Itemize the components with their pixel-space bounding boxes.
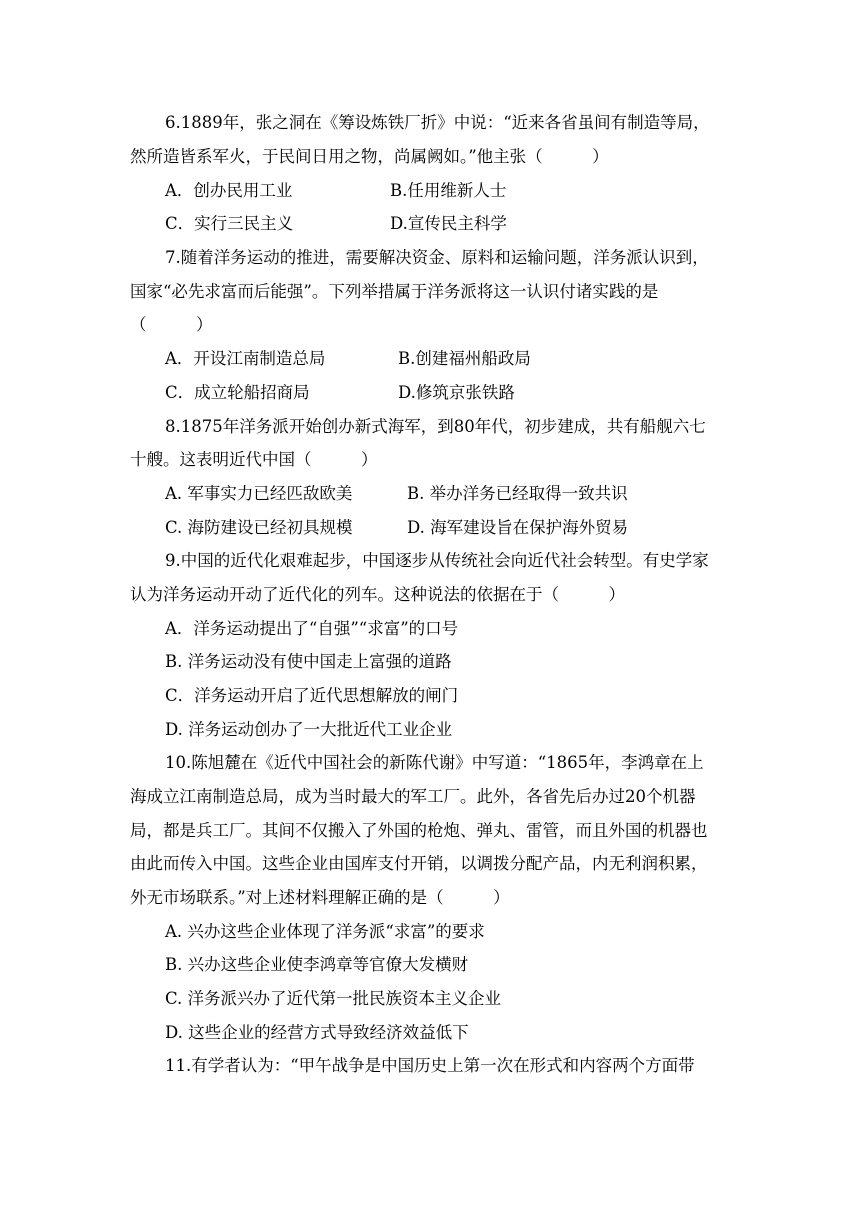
q8-option-c: C. 海防建设已经初具规模 (165, 518, 353, 537)
q9-stem-line-1: 9.中国的近代化艰难起步，中国逐步从传统社会向近代社会转型。有史学家 (165, 551, 709, 570)
q10-stem-line-2: 海成立江南制造总局，成为当时最大的军工厂。此外，各省先后办过20个机器 (130, 787, 696, 806)
q7-stem-line-3: （ ） (130, 315, 213, 334)
q6-option-d: D.宣传民主科学 (390, 214, 507, 233)
q8-option-b: B. 举办洋务已经取得一致共识 (407, 484, 628, 503)
q6-stem-line-2: 然所造皆系军火，于民间日用之物，尚属阙如。”他主张（ ） (130, 147, 609, 166)
q10-stem-line-1: 10.陈旭麓在《近代中国社会的新陈代谢》中写道：“1865年，李鸿章在上 (165, 753, 704, 772)
q9-option-c: C．洋务运动开启了近代思想解放的闸门 (165, 686, 459, 705)
q6-stem-line-1: 6.1889年，张之洞在《筹设炼铁厂折》中说：“近来各省虽间有制造等局， (165, 113, 710, 132)
q8-stem-line-1: 8.1875年洋务派开始创办新式海军，到80年代，初步建成，共有船舰六七 (165, 417, 706, 436)
q10-option-c: C. 洋务派兴办了近代第一批民族资本主义企业 (165, 989, 502, 1008)
q8-option-d: D. 海军建设旨在保护海外贸易 (407, 518, 629, 537)
q10-stem-line-4: 由此而传入中国。这些企业由国库支付开销，以调拨分配产品，内无利润积累， (130, 854, 708, 873)
q6-option-a: A．创办民用工业 (165, 181, 293, 200)
q8-option-a: A. 军事实力已经匹敌欧美 (165, 484, 353, 503)
q9-option-b: B. 洋务运动没有使中国走上富强的道路 (165, 652, 452, 671)
q7-option-b: B.创建福州船政局 (398, 349, 531, 368)
q9-option-d: D. 洋务运动创办了一大批近代工业企业 (165, 720, 453, 739)
q10-option-a: A. 兴办这些企业体现了洋务派“求富”的要求 (165, 922, 485, 941)
q9-stem-line-2: 认为洋务运动开动了近代化的列车。这种说法的依据在于（ ） (130, 585, 625, 604)
q7-stem-line-2: 国家“必先求富而后能强”。下列举措属于洋务派将这一认识付诸实践的是 (130, 282, 659, 301)
q7-option-c: C．成立轮船招商局 (165, 383, 310, 402)
q9-option-a: A．洋务运动提出了“自强”“求富”的口号 (165, 619, 459, 638)
q7-option-d: D.修筑京张铁路 (398, 383, 515, 402)
q6-option-c: C．实行三民主义 (165, 214, 294, 233)
q10-stem-line-5: 外无市场联系。”对上述材料理解正确的是（ ） (130, 888, 510, 907)
q10-option-b: B. 兴办这些企业使李鸿章等官僚大发横财 (165, 955, 469, 974)
q7-stem-line-1: 7.随着洋务运动的推进，需要解决资金、原料和运输问题，洋务派认识到， (165, 248, 709, 267)
q10-option-d: D. 这些企业的经营方式导致经济效益低下 (165, 1023, 469, 1042)
q11-stem-line-1: 11.有学者认为：“甲午战争是中国历史上第一次在形式和内容两个方面带 (165, 1056, 695, 1075)
q6-option-b: B.任用维新人士 (390, 181, 507, 200)
q7-option-a: A．开设江南制造总局 (165, 349, 326, 368)
q8-stem-line-2: 十艘。这表明近代中国（ ） (130, 450, 378, 469)
q10-stem-line-3: 局，都是兵工厂。其间不仅搬入了外国的枪炮、弹丸、雷管，而且外国的机器也 (130, 821, 708, 840)
